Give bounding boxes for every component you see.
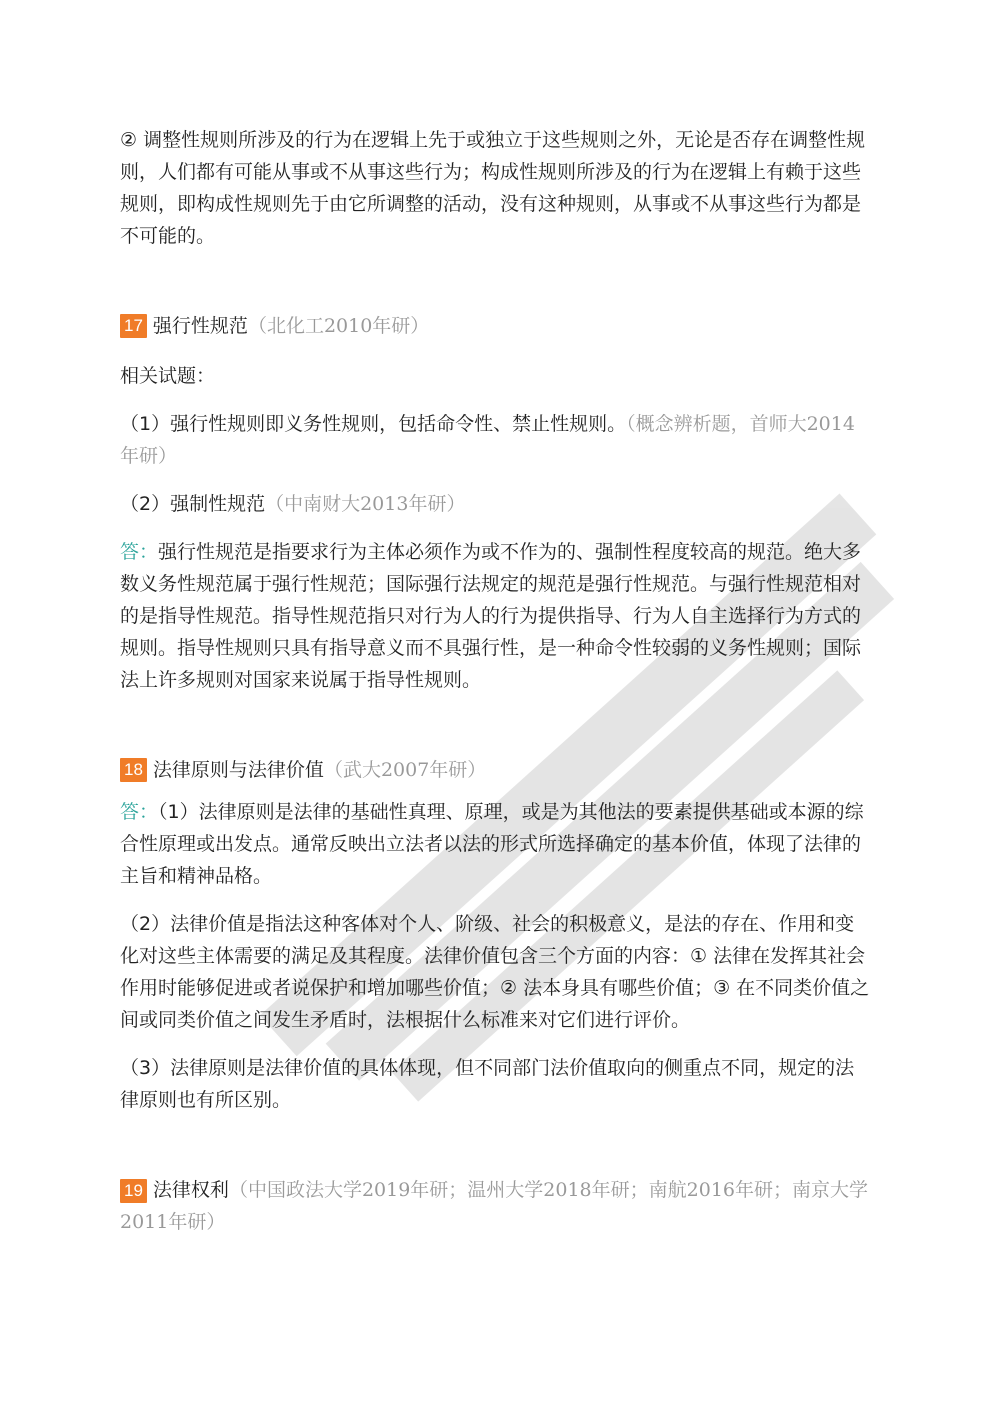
answer-18-para-3: （3）法律原则是法律价值的具体体现，但不同部门法价值取向的侧重点不同，规定的法律原则也有所区别。 [120, 1057, 855, 1111]
answer-18-para-1 [120, 796, 872, 892]
question-number-badge: 17 [120, 314, 147, 338]
question-source: （武大2007年研） [323, 759, 487, 781]
question-number-badge: 18 [120, 758, 147, 782]
document-body [120, 124, 872, 1238]
related-item-2-source: （中南财大2013年研） [265, 493, 466, 515]
related-label: 相关试题： [120, 365, 216, 387]
question-18-heading [120, 754, 872, 786]
answer-text: （1）法律原则是法律的基础性真理、原理，或是为其他法的要素提供基础或本源的综合性原理或出发点。通常反映出立法者以法的形式所选择确定的基本价值，体现了法律的主旨和精神品格。 [120, 801, 864, 887]
question-title: 法律权利 [152, 1179, 229, 1201]
question-source: （北化工2010年研） [247, 315, 430, 337]
related-item-1 [120, 408, 872, 472]
intro-paragraph: ② 调整性规则所涉及的行为在逻辑上先于或独立于这些规则之外，无论是否存在调整性规则，人们都有可能从事或不从事这些行为；构成性规则所涉及的行为在逻辑上有赖于这些规则，即构成性规则先于由它所调整的活动，没有这种规则，从事或不从事这些行为都是不可能的。 [120, 129, 866, 247]
related-item-1-source: （概念辨析题，首师大2014年研） [120, 413, 855, 467]
question-title: 法律原则与法律价值 [152, 759, 324, 781]
question-19-heading [120, 1174, 872, 1238]
related-item-2 [120, 488, 872, 520]
question-source: （中国政法大学2019年研；温州大学2018年研；南航2016年研；南京大学2011年研） [120, 1179, 868, 1233]
answer-18-para-2: （2）法律价值是指法这种客体对个人、阶级、社会的积极意义，是法的存在、作用和变化对这些主体需要的满足及其程度。法律价值包含三个方面的内容：① 法律在发挥其社会作用时能够促进或者说保护和增加哪些价值；② 法本身具有哪些价值；③ 在不同类价值之间或同类价值之间发生矛盾时，法根据什么标准来对它们进行评价。 [120, 913, 870, 1031]
related-item-2-text: （2）强制性规范 [120, 493, 266, 515]
answer-text: 强行性规范是指要求行为主体必须作为或不作为的、强制性程度较高的规范。绝大多数义务性规范属于强行性规范；国际强行法规定的规范是强行性规范。与强行性规范相对的是指导性规范。指导性规范指只对行为人的行为提供指导、行为人自主选择行为方式的规则。指导性规则只具有指导意义而不具强行性，是一种命令性较弱的义务性规则；国际法上许多规则对国家来说属于指导性规则。 [120, 541, 862, 691]
answer-label: 答： [120, 541, 159, 563]
question-number-badge: 19 [120, 1179, 147, 1203]
answer-17 [120, 536, 872, 696]
question-title: 强行性规范 [152, 315, 248, 337]
answer-label: 答： [120, 801, 159, 823]
related-item-1-text: （1）强行性规则即义务性规则，包括命令性、禁止性规则。 [120, 413, 627, 435]
question-17-heading [120, 310, 872, 342]
